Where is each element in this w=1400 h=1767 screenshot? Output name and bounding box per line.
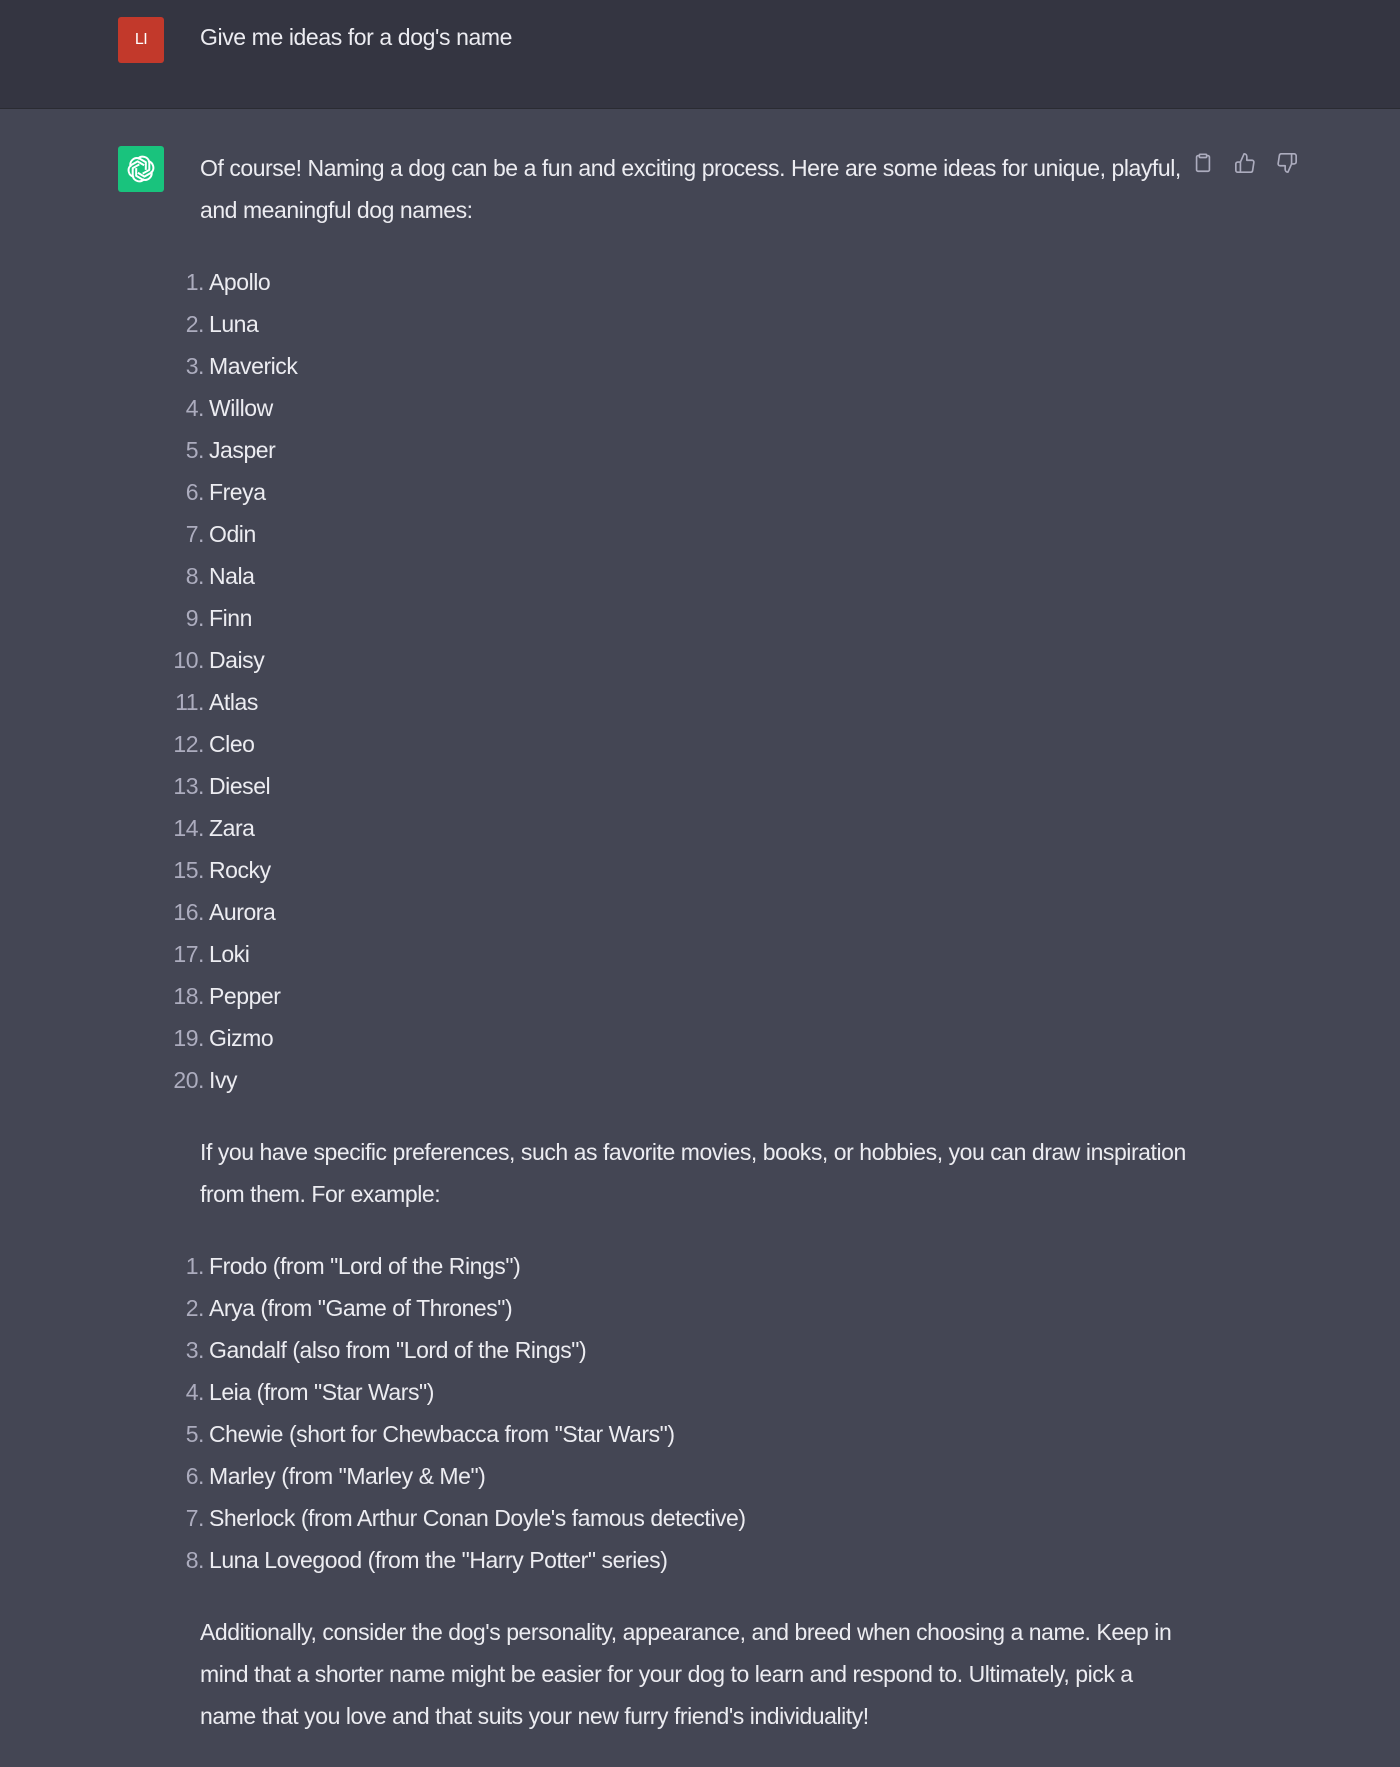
assistant-message-content (173, 147, 1190, 1737)
list-item-number: 4. (185, 395, 204, 421)
list-item (173, 1017, 1190, 1059)
thumbs-down-button[interactable] (1274, 150, 1300, 176)
list-item-text: Nala (209, 563, 255, 589)
list-item-text: Aurora (209, 899, 276, 925)
intro-paragraph: Of course! Naming a dog can be a fun and exciting process. Here are some ideas for unique, playful, and meaningful dog names: (200, 155, 1181, 223)
user-message-row (0, 0, 1400, 109)
list-item-text: Gizmo (209, 1025, 274, 1051)
list-item (185, 1371, 1190, 1413)
list-item-number: 15. (173, 857, 204, 883)
user-message-text: Give me ideas for a dog's name (200, 24, 512, 50)
list-item-text: Arya (from "Game of Thrones") (209, 1295, 513, 1321)
list-item (185, 555, 1190, 597)
list-item-text: Atlas (209, 689, 258, 715)
list-item-text: Luna Lovegood (from the "Harry Potter" series) (209, 1547, 668, 1573)
closing-paragraph: Additionally, consider the dog's personality, appearance, and breed when choosing a name. Keep in mind that a shorter name might be easier for your dog to learn and respond to. Ultimately, pick a name that you love and that suits your new furry friend's individuality! (200, 1619, 1172, 1729)
list-item (185, 429, 1190, 471)
list-item-number: 11. (175, 689, 204, 715)
list-item-text: Leia (from "Star Wars") (209, 1379, 434, 1405)
list-item (185, 1329, 1190, 1371)
assistant-avatar (118, 146, 164, 192)
inspired-names-list (185, 1245, 1190, 1581)
dog-names-list (173, 261, 1190, 1101)
list-item (185, 1245, 1190, 1287)
list-item-text: Finn (209, 605, 252, 631)
openai-logo-icon (124, 152, 158, 186)
list-item (185, 1539, 1190, 1581)
list-item (173, 933, 1190, 975)
list-item-text: Pepper (209, 983, 281, 1009)
list-item-number: 1. (185, 1253, 204, 1279)
copy-button[interactable] (1190, 150, 1216, 176)
message-actions (1190, 150, 1300, 176)
list-item-number: 16. (173, 899, 204, 925)
list-item-number: 5. (185, 437, 204, 463)
list-item (185, 345, 1190, 387)
list-item-number: 3. (185, 1337, 204, 1363)
list-item-number: 8. (185, 563, 204, 589)
list-item-number: 1. (185, 269, 204, 295)
list-item-number: 20. (173, 1067, 204, 1093)
assistant-message-row (0, 110, 1400, 1767)
list-item-text: Marley (from "Marley & Me") (209, 1463, 486, 1489)
list-item-number: 12. (173, 731, 204, 757)
list-item-number: 2. (185, 311, 204, 337)
list-item (185, 1497, 1190, 1539)
user-avatar-initials: LI (134, 31, 148, 48)
list-item-number: 6. (185, 479, 204, 505)
list-item-text: Loki (209, 941, 250, 967)
list-item (185, 261, 1190, 303)
user-avatar (118, 17, 164, 63)
list-item-number: 3. (185, 353, 204, 379)
list-item-number: 17. (173, 941, 204, 967)
list-item-text: Cleo (209, 731, 255, 757)
thumbs-up-icon (1234, 152, 1256, 174)
list-item-number: 6. (185, 1463, 204, 1489)
list-item (185, 1455, 1190, 1497)
list-item (185, 471, 1190, 513)
list-item-number: 7. (185, 1505, 204, 1531)
list-item-number: 9. (185, 605, 204, 631)
list-item-text: Chewie (short for Chewbacca from "Star Wars") (209, 1421, 675, 1447)
thumbs-up-button[interactable] (1232, 150, 1258, 176)
list-item-number: 7. (185, 521, 204, 547)
list-item-text: Zara (209, 815, 255, 841)
list-item-number: 18. (173, 983, 204, 1009)
list-item (173, 975, 1190, 1017)
thumbs-down-icon (1276, 152, 1298, 174)
list-item-text: Gandalf (also from "Lord of the Rings") (209, 1337, 587, 1363)
list-item (175, 681, 1190, 723)
list-item-number: 14. (173, 815, 204, 841)
list-item (185, 513, 1190, 555)
list-item (185, 1413, 1190, 1455)
list-item-text: Ivy (209, 1067, 238, 1093)
list-item (185, 1287, 1190, 1329)
list-item-text: Willow (209, 395, 273, 421)
list-item-text: Diesel (209, 773, 271, 799)
list-item (185, 303, 1190, 345)
list-item-number: 2. (185, 1295, 204, 1321)
list-item-text: Frodo (from "Lord of the Rings") (209, 1253, 521, 1279)
list-item (173, 1059, 1190, 1101)
list-item (185, 387, 1190, 429)
list-item-number: 8. (185, 1547, 204, 1573)
list-item-text: Odin (209, 521, 256, 547)
list-item (173, 849, 1190, 891)
list-item-text: Apollo (209, 269, 271, 295)
list-item-text: Rocky (209, 857, 271, 883)
clipboard-icon (1192, 152, 1214, 174)
list-item-text: Maverick (209, 353, 298, 379)
list-item-number: 4. (185, 1379, 204, 1405)
list-item-text: Freya (209, 479, 266, 505)
list-item-number: 5. (185, 1421, 204, 1447)
list-item-number: 19. (173, 1025, 204, 1051)
list-item (173, 639, 1190, 681)
list-item-number: 10. (173, 647, 204, 673)
list-item-text: Daisy (209, 647, 265, 673)
list-item-text: Luna (209, 311, 259, 337)
list-item (185, 597, 1190, 639)
list-item (173, 765, 1190, 807)
list-item (173, 723, 1190, 765)
list-item (173, 807, 1190, 849)
list-item-text: Sherlock (from Arthur Conan Doyle's famous detective) (209, 1505, 746, 1531)
list-item (173, 891, 1190, 933)
list-item-number: 13. (173, 773, 204, 799)
inspiration-paragraph: If you have specific preferences, such as favorite movies, books, or hobbies, you can draw inspiration from them. For example: (200, 1139, 1186, 1207)
list-item-text: Jasper (209, 437, 276, 463)
